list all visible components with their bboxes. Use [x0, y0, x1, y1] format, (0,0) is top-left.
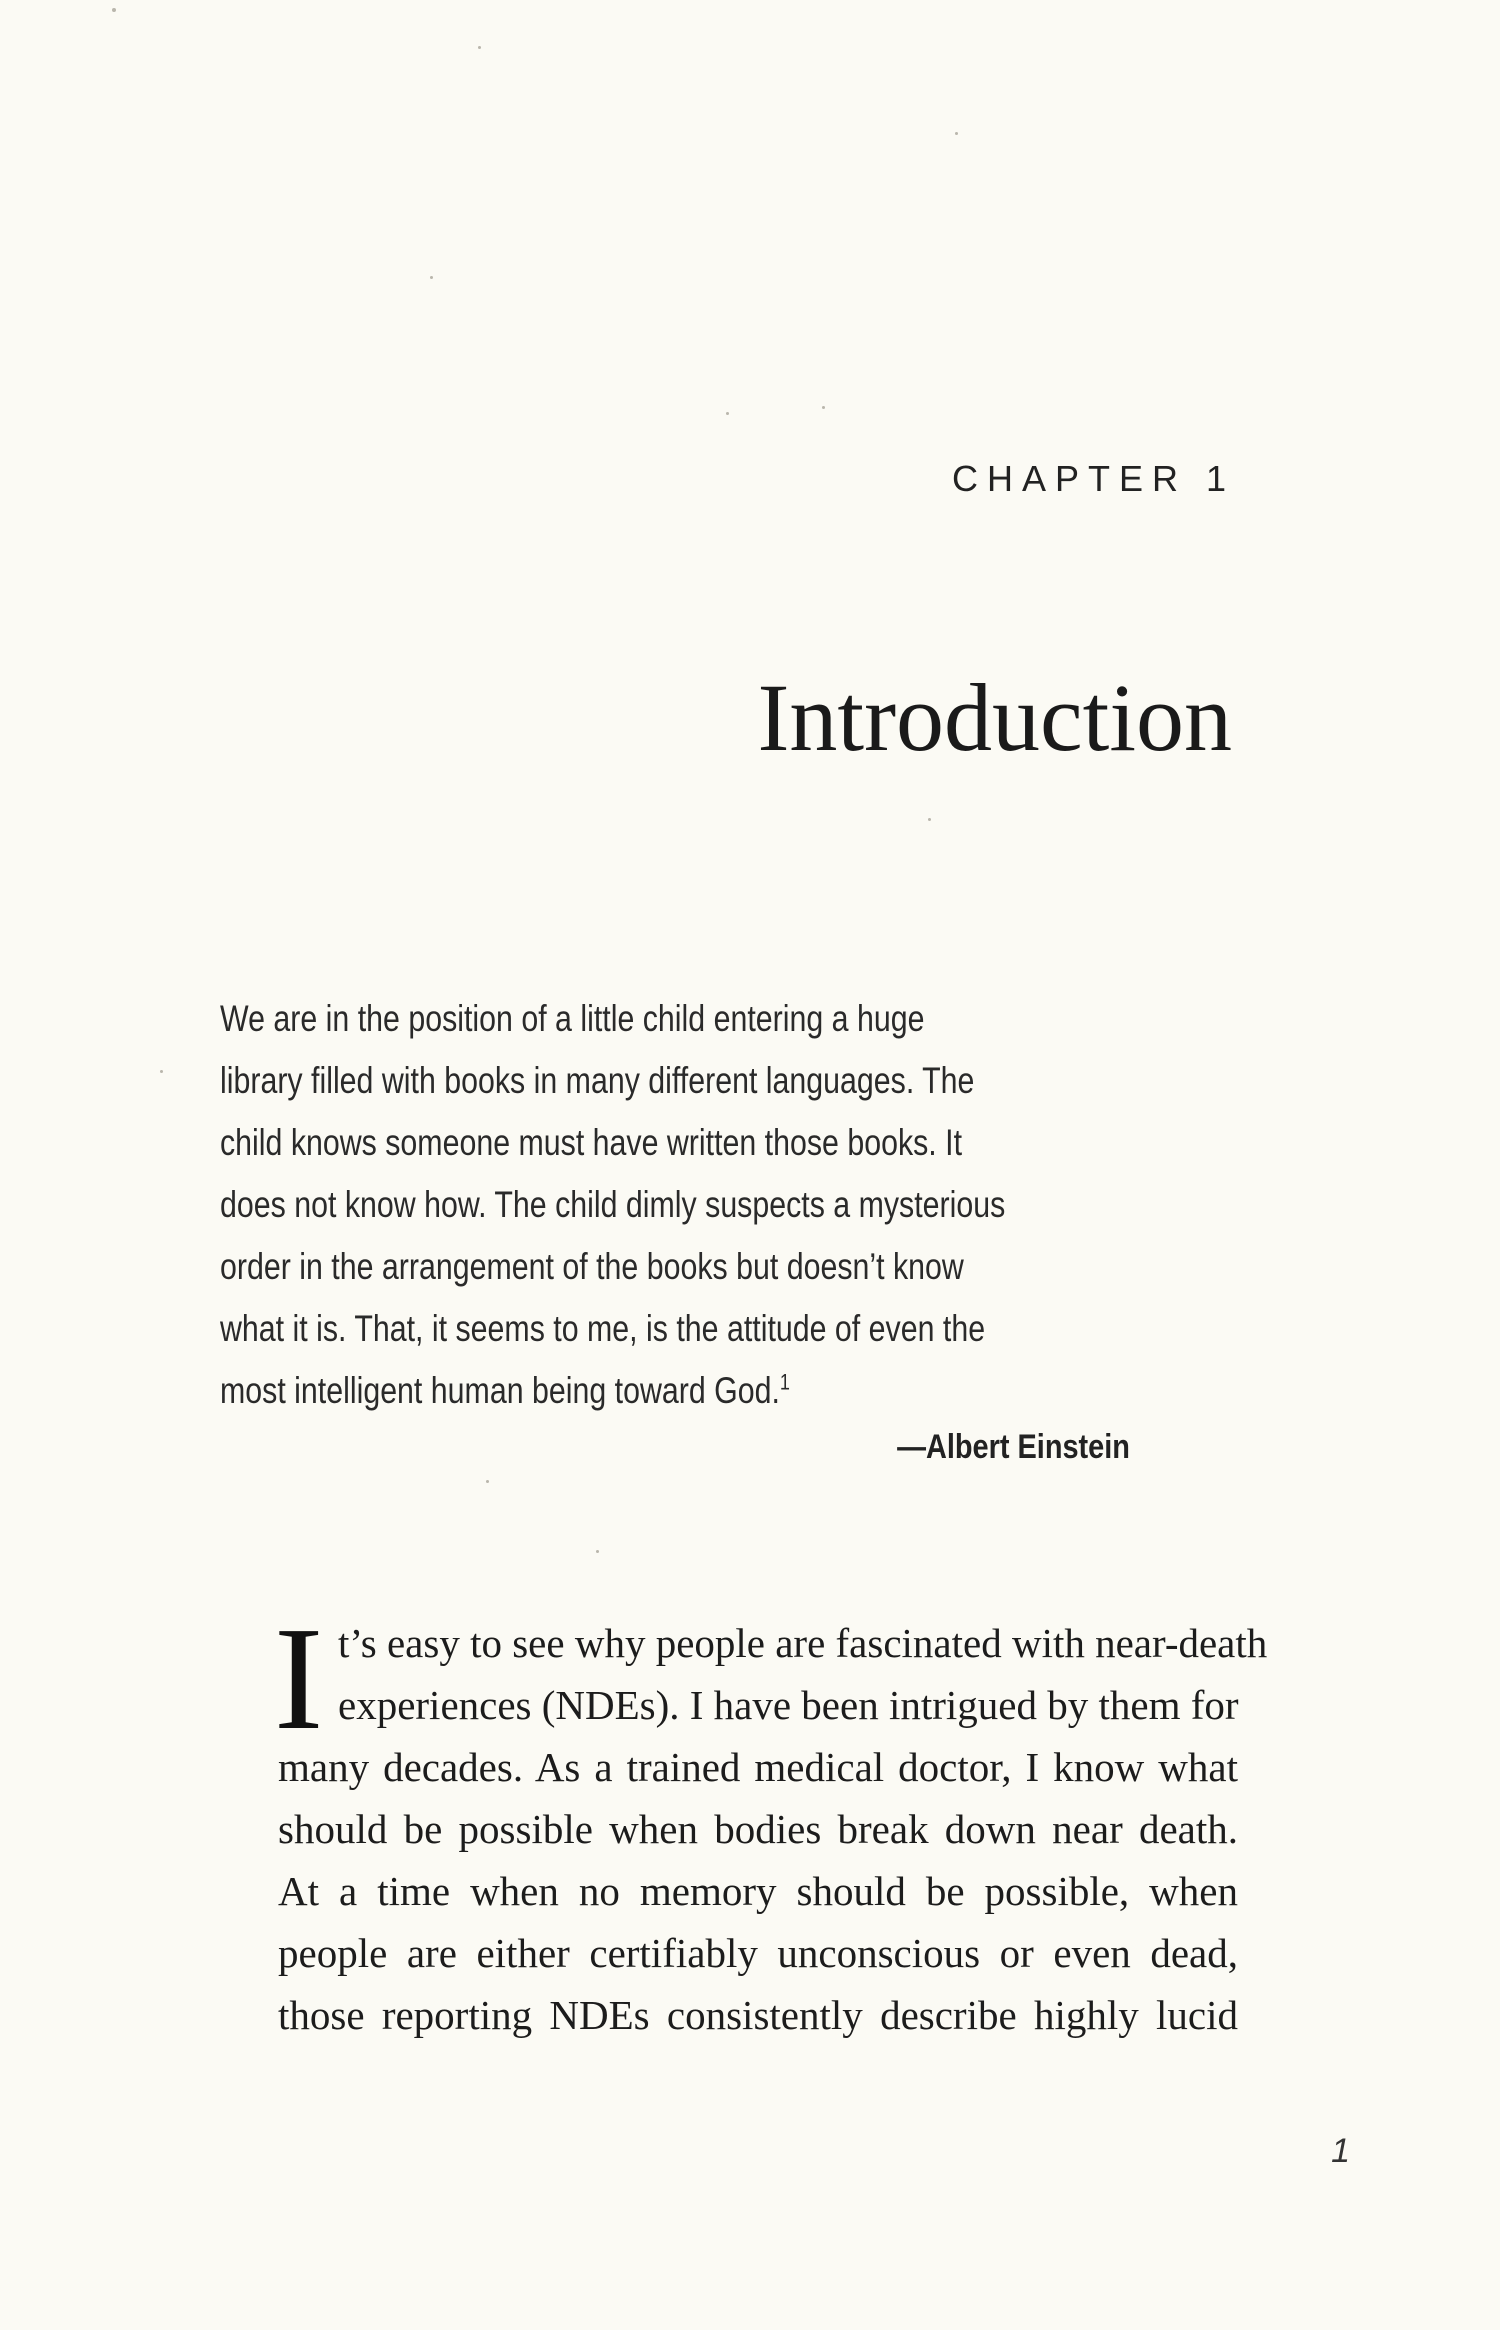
epigraph-line: library filled with books in many different languages. The	[220, 1060, 975, 1101]
scan-speck	[928, 818, 931, 821]
body-line: many decades. As a trained medical doctor, I know what	[278, 1744, 1238, 1790]
scan-speck	[955, 132, 958, 135]
body-line: should be possible when bodies break down near death.	[278, 1806, 1238, 1852]
epigraph-line: child knows someone must have written those books. It	[220, 1122, 963, 1163]
epigraph-line: order in the arrangement of the books but doesn’t know	[220, 1246, 964, 1287]
page-number: 1	[1331, 2132, 1350, 2170]
epigraph-line: what it is. That, it seems to me, is the attitude of even the	[220, 1308, 986, 1349]
drop-cap: I	[274, 1597, 324, 1761]
scan-speck	[596, 1550, 599, 1553]
footnote-reference[interactable]: 1	[779, 1369, 790, 1395]
body-line: At a time when no memory should be possible, when	[278, 1868, 1238, 1914]
body-line: those reporting NDEs consistently describe highly lucid	[278, 1992, 1238, 2038]
scan-speck	[430, 276, 433, 279]
scan-speck	[478, 46, 481, 49]
scan-speck	[486, 1480, 489, 1483]
scan-speck	[726, 412, 729, 415]
epigraph-line: does not know how. The child dimly suspects a mysterious	[220, 1184, 1006, 1225]
scan-speck	[160, 1070, 163, 1073]
chapter-label: CHAPTER 1	[951, 458, 1235, 499]
scan-speck	[822, 406, 825, 409]
epigraph-attribution: —Albert Einstein	[897, 1428, 1130, 1466]
epigraph-line-text: most intelligent human being toward God.	[220, 1370, 780, 1411]
epigraph	[220, 988, 1160, 1422]
epigraph-line: We are in the position of a little child entering a huge	[220, 998, 925, 1039]
body-line: people are either certifiably unconscious or even dead,	[278, 1930, 1238, 1976]
body-line: experiences (NDEs). I have been intrigued by them for	[338, 1682, 1239, 1728]
body-line: t’s easy to see why people are fascinated with near-death	[338, 1620, 1268, 1666]
chapter-title: Introduction	[757, 664, 1232, 771]
body-paragraph	[278, 1612, 1268, 2046]
scan-speck	[112, 8, 116, 12]
epigraph-last-line	[220, 1360, 991, 1422]
